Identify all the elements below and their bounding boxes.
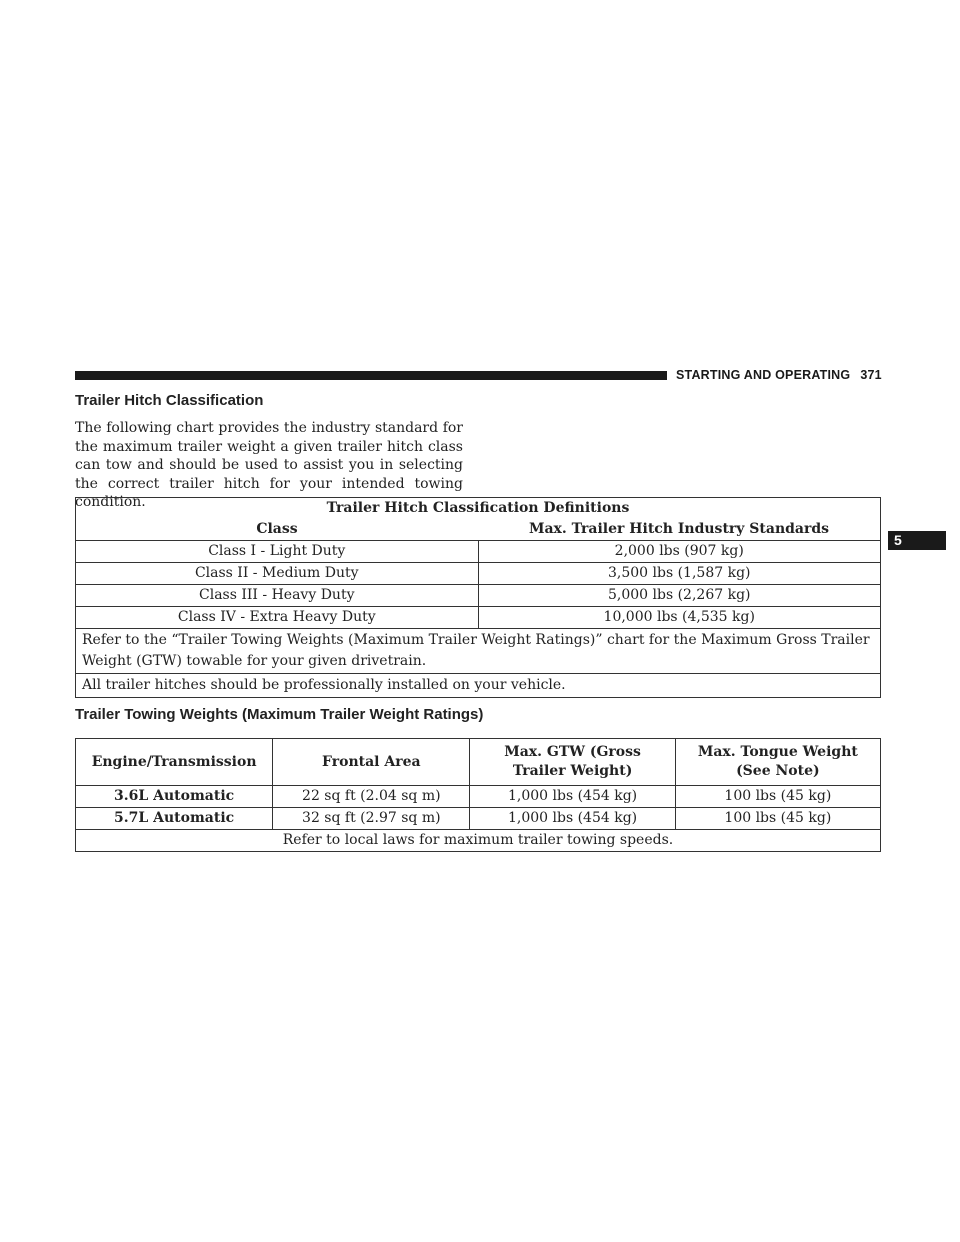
class-cell: Class II - Medium Duty — [76, 563, 479, 585]
class-cell: Class I - Light Duty — [76, 541, 479, 563]
hitch-classification-table — [75, 497, 881, 698]
table-note: All trailer hitches should be professionally installed on your vehicle. — [76, 674, 881, 698]
table-row — [76, 585, 881, 607]
table-row — [76, 607, 881, 629]
column-header-max-gtw: Max. GTW (Gross Trailer Weight) — [470, 739, 675, 786]
frontal-area-cell: 32 sq ft (2.97 sq m) — [273, 808, 470, 830]
table-row — [76, 786, 881, 808]
engine-cell: 3.6L Automatic — [76, 786, 273, 808]
tongue-weight-cell: 100 lbs (45 kg) — [675, 808, 880, 830]
class-cell: Class IV - Extra Heavy Duty — [76, 607, 479, 629]
standard-cell: 2,000 lbs (907 kg) — [478, 541, 881, 563]
column-header-standards: Max. Trailer Hitch Industry Standards — [478, 519, 881, 541]
engine-cell: 5.7L Automatic — [76, 808, 273, 830]
column-header-frontal-area: Frontal Area — [273, 739, 470, 786]
frontal-area-cell: 22 sq ft (2.04 sq m) — [273, 786, 470, 808]
column-header-max-tongue-weight: Max. Tongue Weight (See Note) — [675, 739, 880, 786]
standard-cell: 5,000 lbs (2,267 kg) — [478, 585, 881, 607]
towing-weights-table — [75, 738, 881, 852]
chapter-tab: 5 — [888, 531, 946, 550]
column-header-engine: Engine/Transmission — [76, 739, 273, 786]
table-note-row — [76, 674, 881, 698]
table-caption: Trailer Hitch Classification Definitions — [76, 498, 881, 520]
table-footnote: Refer to local laws for maximum trailer towing speeds. — [76, 830, 881, 852]
header-rule — [75, 371, 667, 380]
standard-cell: 3,500 lbs (1,587 kg) — [478, 563, 881, 585]
class-cell: Class III - Heavy Duty — [76, 585, 479, 607]
section-heading-towing-weights: Trailer Towing Weights (Maximum Trailer Weight Ratings) — [75, 706, 484, 723]
running-header — [676, 368, 882, 382]
table-note-row — [76, 629, 881, 674]
max-gtw-cell: 1,000 lbs (454 kg) — [470, 808, 675, 830]
table-note: Refer to the “Trailer Towing Weights (Maximum Trailer Weight Ratings)” chart for the Maximum Gross Trailer Weight (GTW) towable for your given drivetrain. — [76, 629, 881, 674]
standard-cell: 10,000 lbs (4,535 kg) — [478, 607, 881, 629]
column-header-class: Class — [76, 519, 479, 541]
section-heading-hitch-classification: Trailer Hitch Classification — [75, 392, 264, 409]
max-gtw-cell: 1,000 lbs (454 kg) — [470, 786, 675, 808]
table-row — [76, 541, 881, 563]
table-row — [76, 808, 881, 830]
page-number: 371 — [860, 368, 882, 382]
table-footnote-row — [76, 830, 881, 852]
table-row — [76, 563, 881, 585]
intro-paragraph: The following chart provides the industry standard for the maximum trailer weight a given trailer hitch class can tow and should be used to assist you in selecting the correct trailer hitch for your intended towing condition. — [75, 420, 463, 510]
tongue-weight-cell: 100 lbs (45 kg) — [675, 786, 880, 808]
section-name: STARTING AND OPERATING — [676, 368, 851, 382]
